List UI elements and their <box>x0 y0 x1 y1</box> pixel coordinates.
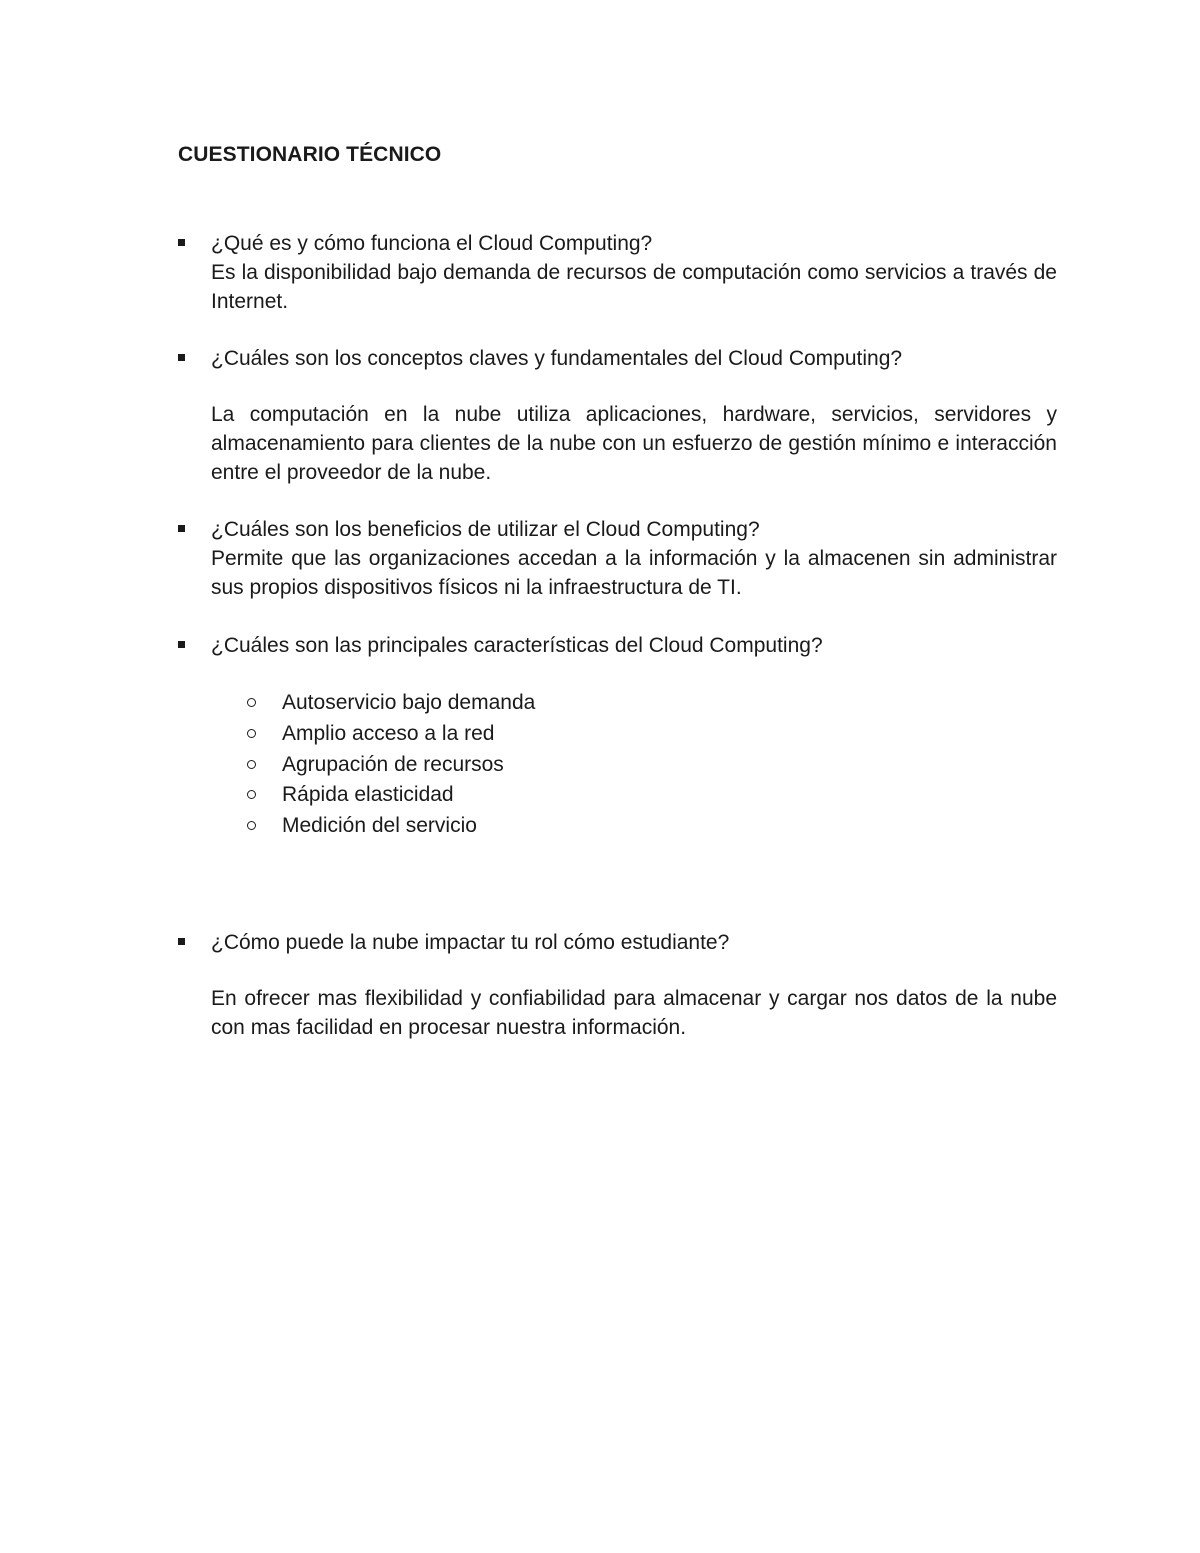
question-text: ¿Cuáles son los beneficios de utilizar el Cloud Computing? <box>211 518 760 541</box>
list-item-label: Agrupación de recursos <box>282 752 504 776</box>
circle-bullet-icon <box>247 760 256 769</box>
question-item-1 <box>211 229 1057 316</box>
list-item <box>247 719 535 750</box>
square-bullet-icon <box>178 641 185 648</box>
square-bullet-icon <box>178 938 185 945</box>
list-item <box>247 750 535 781</box>
list-item <box>247 688 535 719</box>
question-text: ¿Qué es y cómo funciona el Cloud Computing? <box>211 232 653 255</box>
square-bullet-icon <box>178 525 185 532</box>
list-item-label: Rápida elasticidad <box>282 783 454 807</box>
question-text: ¿Cuáles son los conceptos claves y fundamentales del Cloud Computing? <box>211 347 903 370</box>
list-item-label: Medición del servicio <box>282 814 477 838</box>
question-text: ¿Cómo puede la nube impactar tu rol cómo estudiante? <box>211 931 730 954</box>
answer-text: Es la disponibilidad bajo demanda de recursos de computación como servicios a través de Internet. <box>211 261 1057 313</box>
list-item <box>247 780 535 811</box>
answer-text: En ofrecer mas flexibilidad y confiabilidad para almacenar y cargar nos datos de la nube con mas facilidad en procesar nuestra información. <box>211 987 1057 1039</box>
question-item-4 <box>211 631 1057 660</box>
question-text: ¿Cuáles son las principales características del Cloud Computing? <box>211 634 823 657</box>
square-bullet-icon <box>178 354 185 361</box>
answer-text: Permite que las organizaciones accedan a la información y la almacenen sin administrar sus propios dispositivos físicos ni la infraestructura de TI. <box>211 547 1057 599</box>
circle-bullet-icon <box>247 698 256 707</box>
question-item-2 <box>211 344 1057 487</box>
document-title: CUESTIONARIO TÉCNICO <box>178 143 442 166</box>
answer-text: La computación en la nube utiliza aplicaciones, hardware, servicios, servidores y almacenamiento para clientes de la nube con un esfuerzo de gestión mínimo e interacción entre el proveedor de la nube. <box>211 403 1057 484</box>
circle-bullet-icon <box>247 821 256 830</box>
circle-bullet-icon <box>247 729 256 738</box>
square-bullet-icon <box>178 239 185 246</box>
characteristics-list <box>247 688 535 842</box>
question-item-5 <box>211 928 1057 1042</box>
question-item-3 <box>211 515 1057 602</box>
list-item <box>247 811 535 842</box>
circle-bullet-icon <box>247 790 256 799</box>
list-item-label: Autoservicio bajo demanda <box>282 691 536 714</box>
list-item-label: Amplio acceso a la red <box>282 721 495 745</box>
